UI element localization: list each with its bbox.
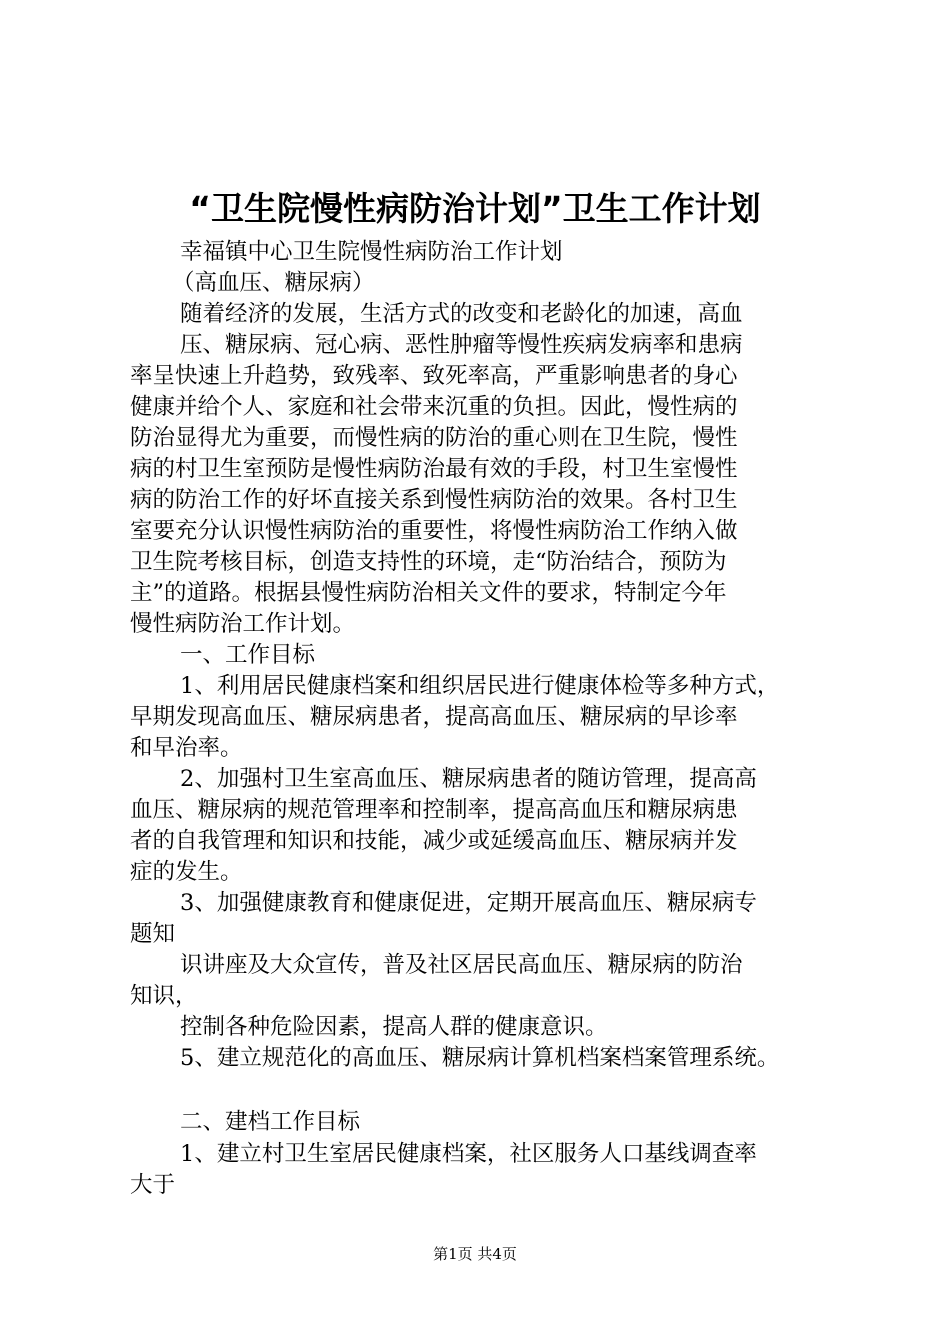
paragraph-line: 健康并给个人、家庭和社会带来沉重的负担。因此，慢性病的	[130, 394, 738, 420]
paragraph-line: 5、建立规范化的高血压、糖尿病计算机档案档案管理系统。	[180, 1045, 780, 1071]
paragraph-line: 1、建立村卫生室居民健康档案，社区服务人口基线调查率	[180, 1141, 757, 1167]
paragraph-line: 率呈快速上升趋势，致残率、致死率高，严重影响患者的身心	[130, 363, 738, 389]
paragraph-line: 3、加强健康教育和健康促进，定期开展高血压、糖尿病专	[180, 890, 757, 916]
paragraph-line: 和早治率。	[130, 735, 243, 761]
paragraph-line: 压、糖尿病、冠心病、恶性肿瘤等慢性疾病发病率和患病	[180, 332, 743, 358]
paragraph-line: 题知	[130, 921, 176, 947]
paragraph-line: 识讲座及大众宣传，普及社区居民高血压、糖尿病的防治	[180, 952, 743, 978]
subtitle-line: 幸福镇中心卫生院慢性病防治工作计划	[180, 239, 563, 265]
section-heading: 一、工作目标	[180, 642, 316, 668]
section-heading: 二、建档工作目标	[180, 1109, 361, 1135]
subtitle-note-line: （高血压、糖尿病）	[172, 270, 375, 296]
paragraph-line: 防治显得尤为重要，而慢性病的防治的重心则在卫生院，慢性	[130, 425, 738, 451]
paragraph-line: 室要充分认识慢性病防治的重要性，将慢性病防治工作纳入做	[130, 518, 738, 544]
paragraph-line: 2、加强村卫生室高血压、糖尿病患者的随访管理，提高高	[180, 766, 757, 792]
paragraph-line: 主”的道路。根据县慢性病防治相关文件的要求，特制定今年	[130, 580, 727, 606]
paragraph-line: 者的自我管理和知识和技能，减少或延缓高血压、糖尿病并发	[130, 828, 738, 854]
document-title: “卫生院慢性病防治计划”卫生工作计划	[189, 189, 761, 228]
page-footer: 第1页 共4页	[433, 1245, 517, 1263]
paragraph-line: 早期发现高血压、糖尿病患者，提高高血压、糖尿病的早诊率	[130, 704, 738, 730]
paragraph-line: 病的防治工作的好坏直接关系到慢性病防治的效果。各村卫生	[130, 487, 738, 513]
paragraph-line: 大于	[130, 1172, 176, 1198]
paragraph-line: 随着经济的发展，生活方式的改变和老龄化的加速，高血	[180, 301, 743, 327]
paragraph-line: 病的村卫生室预防是慢性病防治最有效的手段，村卫生室慢性	[130, 456, 738, 482]
paragraph-line: 知识，	[130, 983, 198, 1009]
paragraph-line: 卫生院考核目标，创造支持性的环境，走“防治结合，预防为	[130, 549, 727, 575]
paragraph-line: 症的发生。	[130, 859, 243, 885]
paragraph-line: 控制各种危险因素，提高人群的健康意识。	[180, 1014, 608, 1040]
paragraph-line: 慢性病防治工作计划。	[130, 611, 356, 637]
paragraph-line: 血压、糖尿病的规范管理率和控制率，提高高血压和糖尿病患	[130, 797, 738, 823]
paragraph-line: 1、利用居民健康档案和组织居民进行健康体检等多种方式，	[180, 673, 780, 699]
